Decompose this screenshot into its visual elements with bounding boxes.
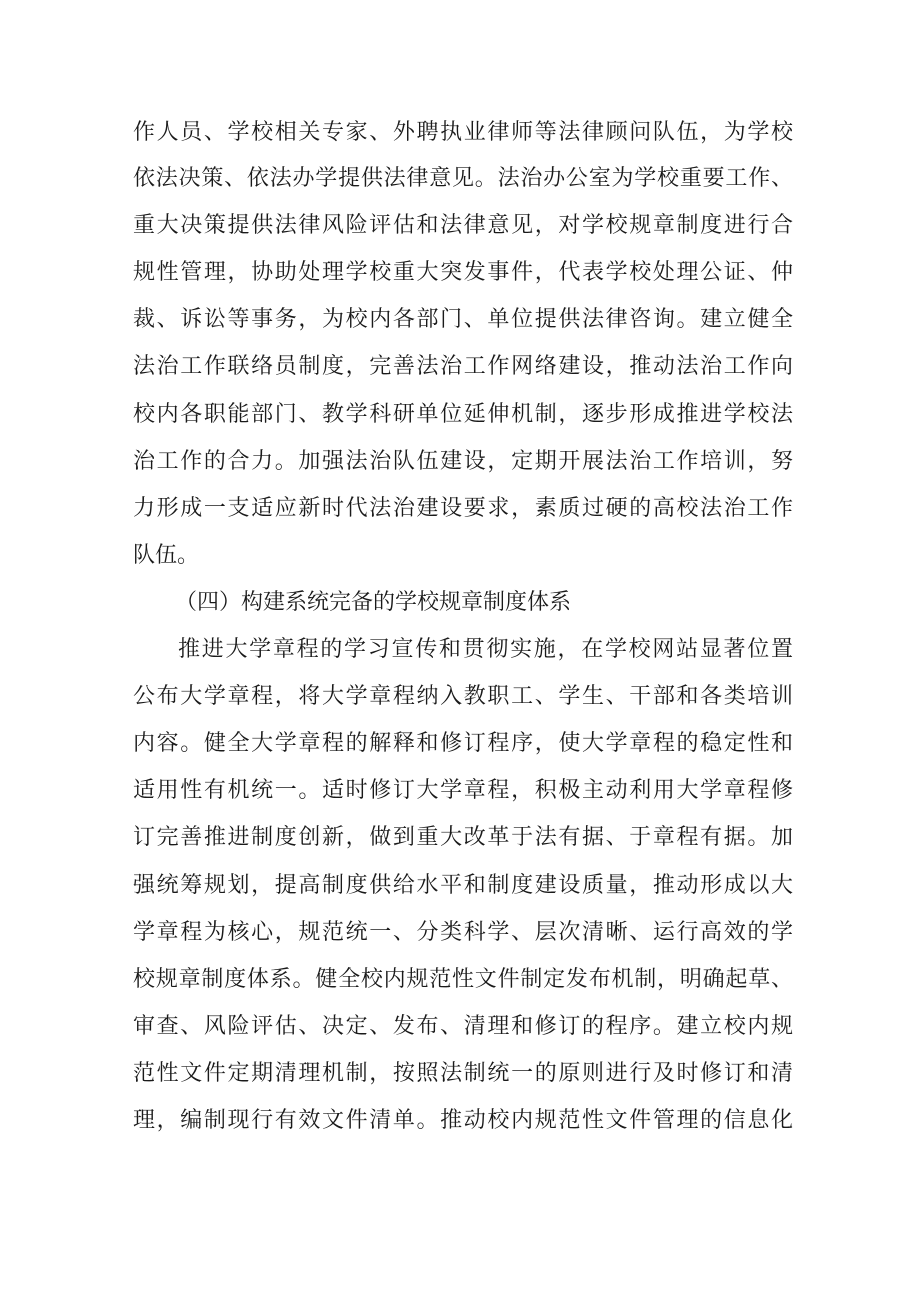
paragraph-line: 依法决策、依法办学提供法律意见。法治办公室为学校重要工作、 [133, 166, 793, 191]
paragraph-line: 规性管理，协助处理学校重大突发事件，代表学校处理公证、仲 [133, 260, 793, 285]
paragraph-line: 校内各职能部门、教学科研单位延伸机制，逐步形成推进学校法 [133, 402, 793, 427]
paragraph-line: 强统筹规划，提高制度供给水平和制度建设质量，推动形成以大 [133, 873, 793, 898]
paragraph-line: 推进大学章程的学习宣传和贯彻实施，在学校网站显著位置 [178, 637, 793, 662]
section-heading: （四）构建系统完备的学校规章制度体系 [175, 590, 572, 615]
paragraph-line: 校规章制度体系。健全校内规范性文件制定发布机制，明确起草、 [133, 967, 793, 992]
paragraph-line: 治工作的合力。加强法治队伍建设，定期开展法治工作培训，努 [133, 449, 793, 474]
paragraph-line: 审查、风险评估、决定、发布、清理和修订的程序。建立校内规 [133, 1014, 793, 1039]
paragraph-line: 法治工作联络员制度，完善法治工作网络建设，推动法治工作向 [133, 354, 793, 379]
paragraph-line: 内容。健全大学章程的解释和修订程序，使大学章程的稳定性和 [133, 731, 793, 756]
paragraph-line: 作人员、学校相关专家、外聘执业律师等法律顾问队伍，为学校 [133, 120, 793, 145]
paragraph-line: 力形成一支适应新时代法治建设要求，素质过硬的高校法治工作 [133, 496, 793, 521]
paragraph-line: 队伍。 [133, 543, 200, 568]
paragraph-line: 学章程为核心，规范统一、分类科学、层次清晰、运行高效的学 [133, 920, 793, 945]
paragraph-line: 理，编制现行有效文件清单。推动校内规范性文件管理的信息化 [133, 1108, 793, 1133]
paragraph-line: 裁、诉讼等事务，为校内各部门、单位提供法律咨询。建立健全 [133, 307, 793, 332]
paragraph-line: 公布大学章程，将大学章程纳入教职工、学生、干部和各类培训 [133, 684, 793, 709]
paragraph-line: 适用性有机统一。适时修订大学章程，积极主动利用大学章程修 [133, 778, 793, 803]
paragraph-line: 范性文件定期清理机制，按照法制统一的原则进行及时修订和清 [133, 1061, 793, 1086]
paragraph-line: 重大决策提供法律风险评估和法律意见，对学校规章制度进行合 [133, 213, 793, 238]
paragraph-line: 订完善推进制度创新，做到重大改革于法有据、于章程有据。加 [133, 825, 793, 850]
